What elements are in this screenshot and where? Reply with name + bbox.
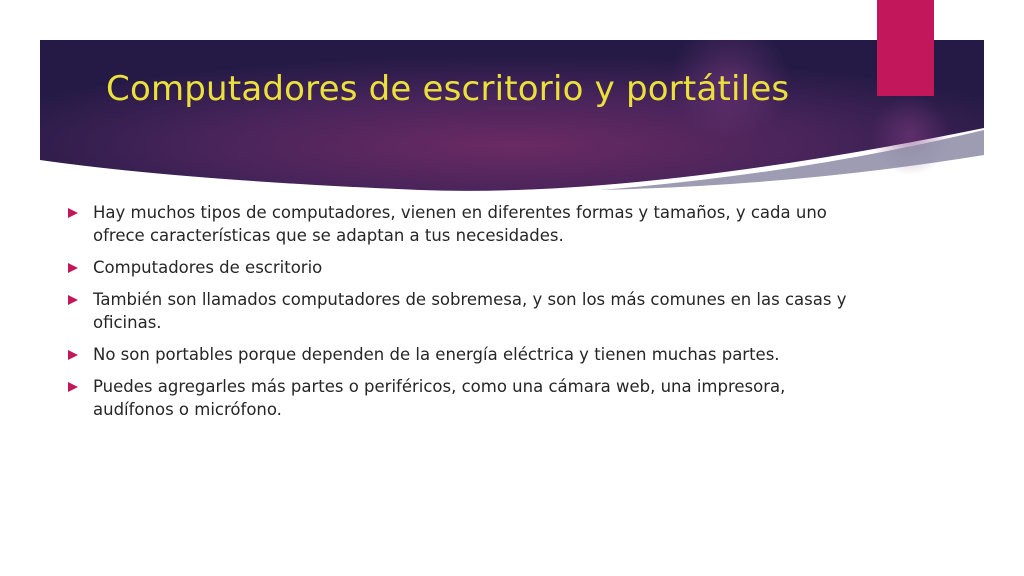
bullet-item: [68, 375, 848, 421]
bullet-item: [68, 201, 848, 247]
bullet-text: Puedes agregarles más partes o periféricos, como una cámara web, una impresora, audífonos o micrófono.: [93, 377, 786, 419]
title-band-graphic: [40, 40, 984, 192]
slide-title: Computadores de escritorio y portátiles: [106, 69, 790, 109]
bullet-text: También son llamados computadores de sobremesa, y son los más comunes en las casas y oficinas.: [93, 290, 847, 332]
arrow-bullet-icon: [68, 350, 78, 360]
bullet-text: Computadores de escritorio: [93, 258, 323, 277]
bullet-text: No son portables porque dependen de la energía eléctrica y tienen muchas partes.: [93, 345, 780, 364]
arrow-bullet-icon: [68, 382, 78, 392]
title-band: [40, 40, 984, 192]
accent-tab: [877, 0, 934, 96]
arrow-bullet-icon: [68, 208, 78, 218]
bullet-item: [68, 256, 848, 279]
bullet-item: [68, 343, 848, 366]
bullet-text: Hay muchos tipos de computadores, vienen en diferentes formas y tamaños, y cada uno ofrece características que se adaptan a tus necesidades.: [93, 203, 827, 245]
arrow-bullet-icon: [68, 263, 78, 273]
bullet-list: [68, 201, 848, 430]
arrow-bullet-icon: [68, 295, 78, 305]
bullet-item: [68, 288, 848, 334]
